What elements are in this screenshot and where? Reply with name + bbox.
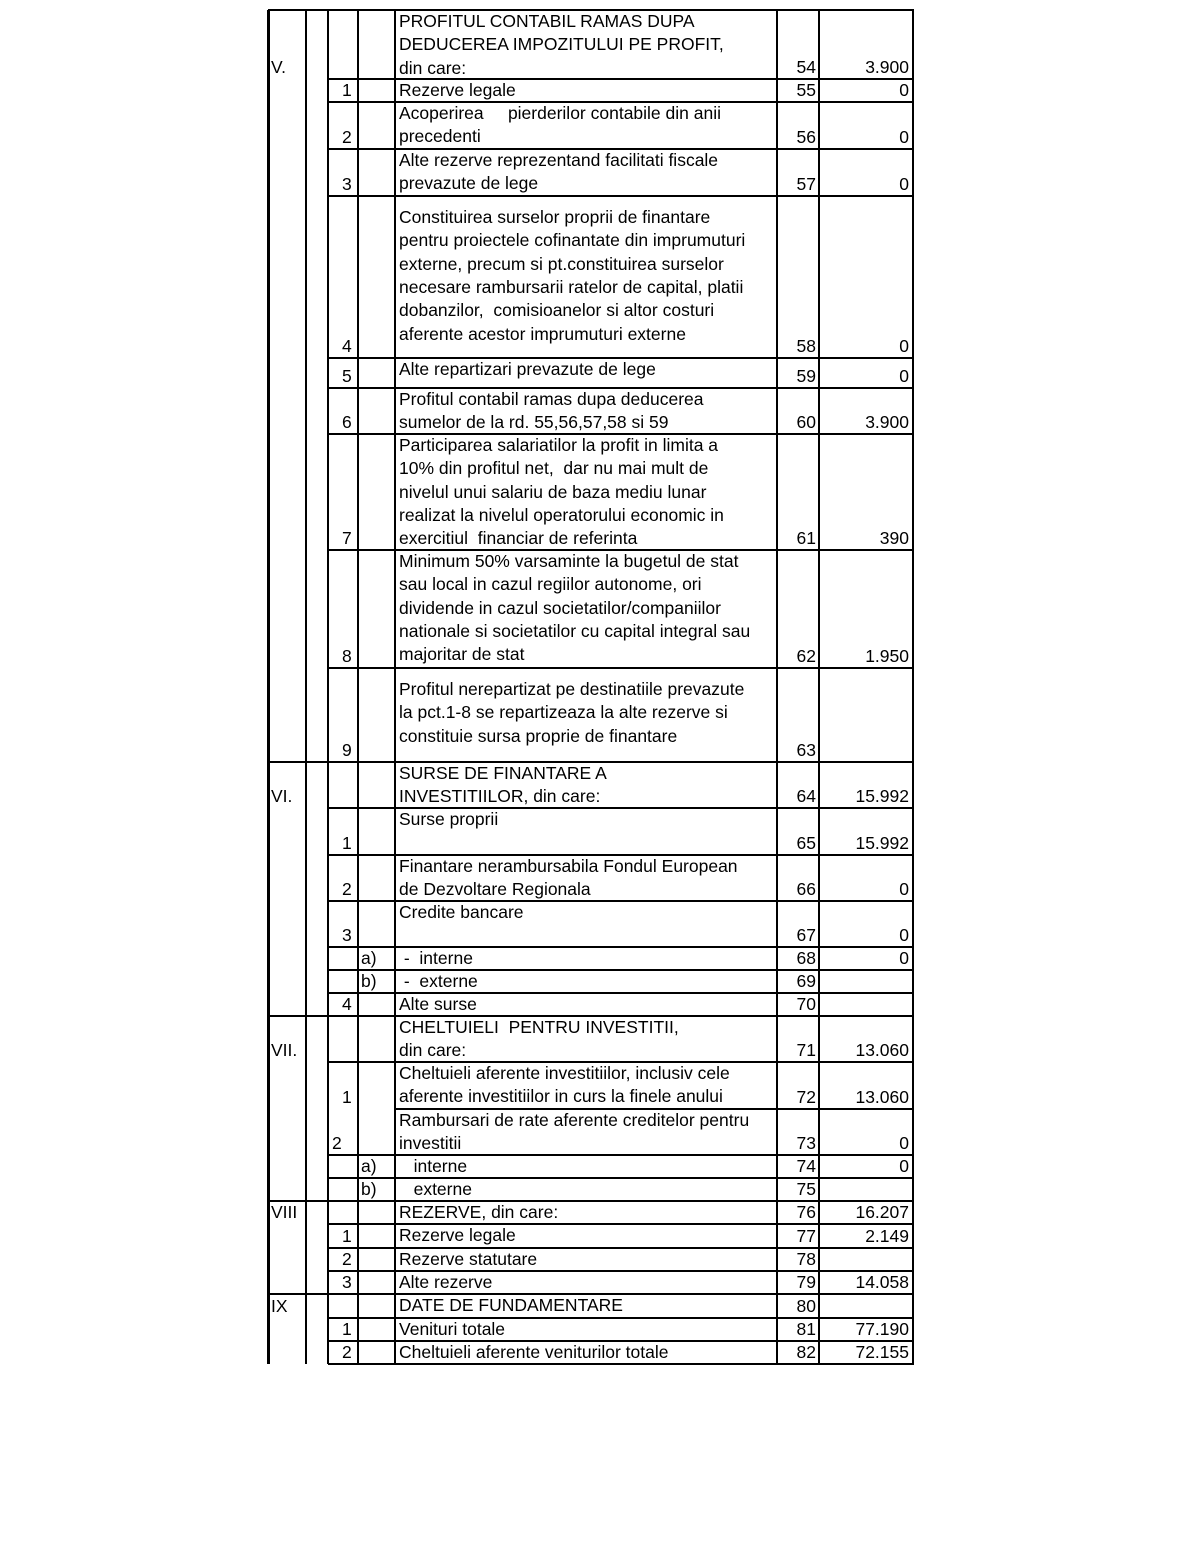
item-number: 8 bbox=[342, 645, 352, 666]
item-description-line: constituie sursa proprie de finantare bbox=[399, 725, 678, 746]
item-description-line: pentru proiectele cofinantate din imprumuturi bbox=[399, 230, 746, 251]
row-code: 80 bbox=[796, 1295, 816, 1316]
row-code: 82 bbox=[796, 1341, 816, 1362]
item-number: 5 bbox=[342, 365, 352, 386]
item-number: 7 bbox=[342, 527, 352, 548]
row-code: 70 bbox=[796, 993, 816, 1014]
item-description-line: investitii bbox=[399, 1133, 462, 1154]
row-value: 13.060 bbox=[855, 1086, 909, 1107]
item-description-line: exercitiul financiar de referinta bbox=[399, 528, 638, 549]
item-number: 2 bbox=[332, 1132, 342, 1153]
section-label: VI. bbox=[271, 785, 293, 806]
item-description-line: Acoperirea pierderilor contabile din anii bbox=[399, 103, 721, 123]
item-description-line: din care: bbox=[399, 57, 467, 78]
item-description-line: precedenti bbox=[399, 126, 481, 147]
row-rule bbox=[328, 1363, 914, 1365]
row-value: 0 bbox=[899, 1132, 909, 1153]
item-description-line: Participarea salariatilor la profit in limita a bbox=[399, 435, 719, 455]
item-description-line: Constituirea surselor proprii de finantare bbox=[399, 207, 711, 227]
sub-item-letter: b) bbox=[361, 1178, 377, 1199]
item-description-line: la pct.1-8 se repartizeaza la alte rezerve si bbox=[399, 702, 728, 723]
item-description-line: Cheltuieli aferente veniturilor totale bbox=[399, 1342, 669, 1362]
row-code: 65 bbox=[796, 832, 816, 853]
row-code: 72 bbox=[796, 1086, 816, 1107]
row-code: 54 bbox=[796, 56, 816, 77]
item-description-line: DATE DE FUNDAMENTARE bbox=[399, 1295, 623, 1315]
row-code: 58 bbox=[796, 335, 816, 356]
item-description-line: Finantare nerambursabila Fondul European bbox=[399, 856, 738, 876]
row-value: 0 bbox=[899, 924, 909, 945]
item-description-line: INVESTITIILOR, din care: bbox=[399, 786, 601, 807]
item-description-line: dividende in cazul societatilor/companiilor bbox=[399, 597, 721, 618]
item-description-line: majoritar de stat bbox=[399, 644, 525, 665]
row-code: 75 bbox=[796, 1178, 816, 1199]
item-number: 3 bbox=[342, 173, 352, 194]
item-description-line: aferente acestor imprumuturi externe bbox=[399, 323, 686, 344]
item-number: 2 bbox=[342, 878, 352, 899]
column-rule bbox=[267, 10, 270, 1364]
item-number: 9 bbox=[342, 739, 352, 760]
row-value: 3.900 bbox=[865, 56, 909, 77]
item-number: 2 bbox=[342, 126, 352, 147]
item-description-line: din care: bbox=[399, 1040, 467, 1061]
sub-item-letter: b) bbox=[361, 970, 377, 991]
row-code: 69 bbox=[796, 970, 816, 991]
column-rule bbox=[357, 10, 359, 1364]
item-description-line: sumelor de la rd. 55,56,57,58 si 59 bbox=[399, 412, 669, 433]
item-description-line: externe bbox=[399, 1179, 472, 1199]
row-rule bbox=[328, 667, 914, 669]
section-label: VII. bbox=[271, 1039, 298, 1060]
row-value: 0 bbox=[899, 365, 909, 386]
row-value: 14.058 bbox=[855, 1271, 909, 1292]
row-value: 3.900 bbox=[865, 411, 909, 432]
row-code: 60 bbox=[796, 411, 816, 432]
item-number: 3 bbox=[342, 924, 352, 945]
column-rule bbox=[327, 10, 329, 1364]
row-code: 61 bbox=[796, 527, 816, 548]
item-description-line: Rezerve legale bbox=[399, 80, 516, 100]
sub-item-letter: a) bbox=[361, 1155, 377, 1176]
item-description-line: sau local in cazul regiilor autonome, ori bbox=[399, 574, 702, 595]
section-label: VIII bbox=[271, 1201, 298, 1222]
item-description-line: Profitul contabil ramas dupa deducerea bbox=[399, 389, 704, 409]
item-description-line: - interne bbox=[399, 948, 473, 968]
row-code: 73 bbox=[796, 1132, 816, 1153]
item-description-line: realizat la nivelul operatorului economic in bbox=[399, 504, 724, 525]
row-value: 77.190 bbox=[855, 1318, 909, 1339]
item-description-line: CHELTUIELI PENTRU INVESTITII, bbox=[399, 1017, 679, 1037]
row-code: 62 bbox=[796, 645, 816, 666]
row-value: 1.950 bbox=[865, 645, 909, 666]
row-code: 55 bbox=[796, 79, 816, 100]
item-description-line: dobanzilor, comisioanelor si altor costuri bbox=[399, 300, 715, 321]
item-number: 1 bbox=[342, 1318, 352, 1339]
row-value: 0 bbox=[899, 947, 909, 968]
row-value: 0 bbox=[899, 878, 909, 899]
item-description-line: - externe bbox=[399, 971, 478, 991]
column-rule bbox=[305, 10, 307, 1364]
item-description-line: necesare rambursarii ratelor de capital, platii bbox=[399, 276, 744, 297]
row-value: 0 bbox=[899, 335, 909, 356]
row-value: 15.992 bbox=[855, 832, 909, 853]
item-number: 2 bbox=[342, 1248, 352, 1269]
item-description-line: nationale si societatilor cu capital integral sau bbox=[399, 620, 751, 641]
row-code: 76 bbox=[796, 1201, 816, 1222]
row-code: 74 bbox=[796, 1155, 816, 1176]
item-description-line: de Dezvoltare Regionala bbox=[399, 879, 591, 900]
item-description-line: Surse proprii bbox=[399, 809, 499, 829]
item-description-line: externe, precum si pt.constituirea surselor bbox=[399, 253, 724, 274]
item-description-line: DEDUCEREA IMPOZITULUI PE PROFIT, bbox=[399, 34, 724, 55]
item-number: 6 bbox=[342, 411, 352, 432]
item-description-line: Credite bancare bbox=[399, 902, 524, 922]
row-rule bbox=[268, 1200, 914, 1202]
row-value: 0 bbox=[899, 173, 909, 194]
item-description-line: prevazute de lege bbox=[399, 173, 539, 194]
item-description-line: Cheltuieli aferente investitiilor, inclusiv cele bbox=[399, 1063, 730, 1083]
item-description-line: Alte rezerve reprezentand facilitati fiscale bbox=[399, 150, 719, 170]
item-description-line: Rezerve statutare bbox=[399, 1249, 538, 1269]
item-description-line: PROFITUL CONTABIL RAMAS DUPA bbox=[399, 11, 695, 31]
row-value: 13.060 bbox=[855, 1039, 909, 1060]
row-code: 71 bbox=[796, 1039, 816, 1060]
sub-item-letter: a) bbox=[361, 947, 377, 968]
item-description-line: Venituri totale bbox=[399, 1319, 506, 1339]
row-code: 77 bbox=[796, 1225, 816, 1246]
row-code: 66 bbox=[796, 878, 816, 899]
row-rule bbox=[328, 195, 914, 197]
row-code: 81 bbox=[796, 1318, 816, 1339]
row-code: 78 bbox=[796, 1248, 816, 1269]
item-number: 1 bbox=[342, 79, 352, 100]
item-number: 1 bbox=[342, 1225, 352, 1246]
item-number: 2 bbox=[342, 1341, 352, 1362]
item-description-line: Alte surse bbox=[399, 994, 477, 1014]
row-code: 64 bbox=[796, 785, 816, 806]
item-number: 1 bbox=[342, 832, 352, 853]
item-description-line: interne bbox=[399, 1156, 468, 1176]
column-rule bbox=[394, 10, 396, 1364]
row-value: 390 bbox=[879, 527, 909, 548]
section-label: IX bbox=[271, 1295, 288, 1316]
item-description-line: aferente investitiilor in curs la finele anului bbox=[399, 1086, 723, 1107]
row-value: 2.149 bbox=[865, 1225, 909, 1246]
row-code: 63 bbox=[796, 739, 816, 760]
item-number: 4 bbox=[342, 335, 352, 356]
row-value: 0 bbox=[899, 1155, 909, 1176]
item-number: 1 bbox=[342, 1086, 352, 1107]
row-code: 79 bbox=[796, 1271, 816, 1292]
item-description-line: Alte repartizari prevazute de lege bbox=[399, 359, 656, 379]
item-number: 4 bbox=[342, 993, 352, 1014]
item-description-line: Rambursari de rate aferente creditelor pentru bbox=[399, 1110, 750, 1130]
item-description-line: REZERVE, din care: bbox=[399, 1202, 559, 1222]
row-code: 57 bbox=[796, 173, 816, 194]
row-value: 72.155 bbox=[855, 1341, 909, 1362]
item-description-line: Rezerve legale bbox=[399, 1225, 516, 1245]
item-number: 3 bbox=[342, 1271, 352, 1292]
row-value: 16.207 bbox=[855, 1201, 909, 1222]
item-description-line: 10% din profitul net, dar nu mai mult de bbox=[399, 458, 709, 479]
row-code: 56 bbox=[796, 126, 816, 147]
item-description-line: nivelul unui salariu de baza mediu lunar bbox=[399, 481, 707, 502]
item-description-line: Minimum 50% varsaminte la bugetul de stat bbox=[399, 551, 739, 571]
row-value: 0 bbox=[899, 79, 909, 100]
row-value: 0 bbox=[899, 126, 909, 147]
row-code: 59 bbox=[796, 365, 816, 386]
item-description-line: SURSE DE FINANTARE A bbox=[399, 763, 607, 783]
row-value: 15.992 bbox=[855, 785, 909, 806]
row-code: 68 bbox=[796, 947, 816, 968]
section-label: V. bbox=[271, 56, 286, 77]
item-description-line: Alte rezerve bbox=[399, 1272, 493, 1292]
item-description-line: Profitul nerepartizat pe destinatiile prevazute bbox=[399, 679, 745, 699]
row-code: 67 bbox=[796, 924, 816, 945]
column-rule bbox=[912, 10, 914, 1364]
